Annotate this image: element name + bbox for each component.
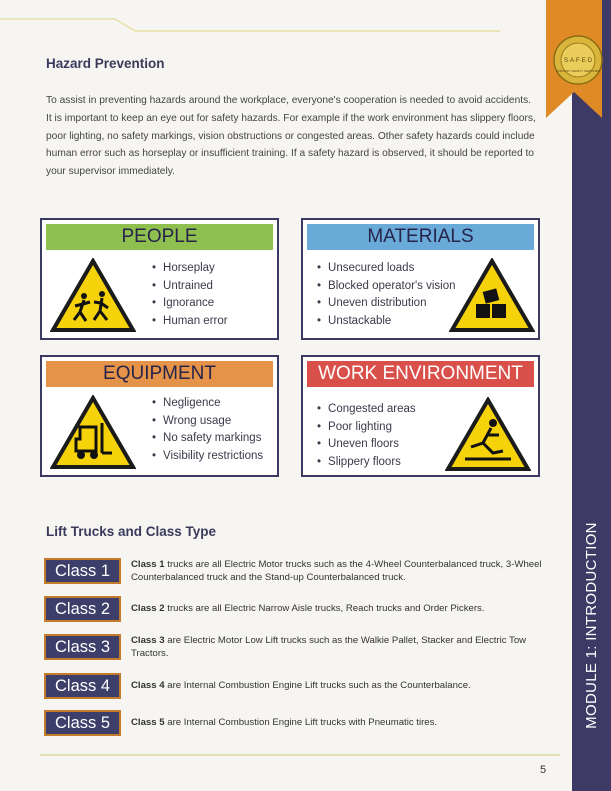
list-item: • Ignorance: [152, 295, 228, 313]
people-card-title: PEOPLE: [46, 224, 273, 250]
list-item: • Blocked operator's vision: [317, 278, 456, 296]
class-2-badge: Class 2: [44, 596, 121, 622]
class-4-badge: Class 4: [44, 673, 121, 699]
class-lead: Class 4: [131, 680, 165, 691]
class-row-1: [44, 558, 564, 588]
class-3-badge: Class 3: [44, 634, 121, 660]
list-item: • Unsecured loads: [317, 260, 456, 278]
class-1-description: [131, 559, 551, 584]
class-text: are Internal Combustion Engine Lift trucks such as the Counterbalance.: [164, 680, 471, 691]
materials-card-title: MATERIALS: [307, 224, 534, 250]
class-text: are Internal Combustion Engine Lift trucks with Pneumatic tires.: [164, 717, 438, 728]
forklift-hazard-icon: [50, 395, 136, 471]
module-label: MODULE 1: INTRODUCTION: [583, 521, 600, 729]
list-item: • Untrained: [152, 278, 228, 296]
seal-text: S·A·F·E·D: [564, 58, 592, 64]
class-lead: Class 1: [131, 559, 165, 570]
class-lead: Class 2: [131, 603, 165, 614]
materials-card: [301, 218, 540, 340]
list-item: • Human error: [152, 313, 228, 331]
class-2-description: [131, 603, 551, 616]
people-hazard-icon: [50, 258, 136, 334]
footer-rule: [40, 754, 560, 756]
page-number: 5: [540, 764, 547, 776]
list-item: • Wrong usage: [152, 413, 263, 431]
falling-load-hazard-icon: [449, 258, 535, 334]
people-card: [40, 218, 279, 340]
materials-list: [317, 260, 456, 330]
class-lead: Class 5: [131, 717, 165, 728]
class-5-badge: Class 5: [44, 710, 121, 736]
list-item: • Poor lighting: [317, 419, 416, 437]
class-1-badge: Class 1: [44, 558, 121, 584]
people-list: [152, 260, 228, 330]
class-row-2: [44, 596, 564, 624]
equipment-list: [152, 395, 263, 465]
list-item: • Horseplay: [152, 260, 228, 278]
class-lead: Class 3: [131, 635, 165, 646]
header-rule: [0, 16, 500, 34]
equipment-card-title: EQUIPMENT: [46, 361, 273, 387]
seal-caption: FORKLIFT SAFETY CERTIFIED: [556, 69, 600, 73]
work-environment-card: [301, 355, 540, 477]
hazard-prevention-title: Hazard Prevention: [46, 56, 165, 71]
list-item: • Visibility restrictions: [152, 448, 263, 466]
class-row-3: [44, 634, 564, 664]
list-item: • Unstackable: [317, 313, 456, 331]
class-text: trucks are all Electric Motor trucks such as the 4-Wheel Counterbalanced truck, 3-Wheel Counterbalanced truck and the Stand-up Counterbalanced truck.: [131, 559, 542, 583]
equipment-card: [40, 355, 279, 477]
list-item: • Uneven distribution: [317, 295, 456, 313]
list-item: • Uneven floors: [317, 436, 416, 454]
hazard-paragraph: To assist in preventing hazards around the workplace, everyone's cooperation is needed to avoid accidents. It is important to keep an eye out for safety hazards. For example if the work environment has slippery floors, poor lighting, no safety markings, vision obstructions or congested areas. Other safety hazards could include human error such as horseplay or insufficient training. If a safety hazard is observed, it should be reported to your supervisor immediately.: [46, 95, 536, 178]
class-3-description: [131, 635, 551, 660]
list-item: • Negligence: [152, 395, 263, 413]
work-environment-list: [317, 401, 416, 471]
class-text: are Electric Motor Low Lift trucks such as the Walkie Pallet, Stacker and Electric Tow Tractors.: [131, 635, 527, 659]
class-5-description: [131, 717, 551, 730]
list-item: • No safety markings: [152, 430, 263, 448]
class-row-4: [44, 673, 564, 701]
lift-trucks-title: Lift Trucks and Class Type: [46, 524, 217, 539]
certification-seal: [544, 0, 604, 118]
work-environment-card-title: WORK ENVIRONMENT: [307, 361, 534, 387]
class-row-5: [44, 710, 564, 738]
class-text: trucks are all Electric Narrow Aisle trucks, Reach trucks and Order Pickers.: [164, 603, 485, 614]
list-item: • Congested areas: [317, 401, 416, 419]
list-item: • Slippery floors: [317, 454, 416, 472]
slip-hazard-icon: [445, 397, 531, 473]
class-4-description: [131, 680, 551, 693]
